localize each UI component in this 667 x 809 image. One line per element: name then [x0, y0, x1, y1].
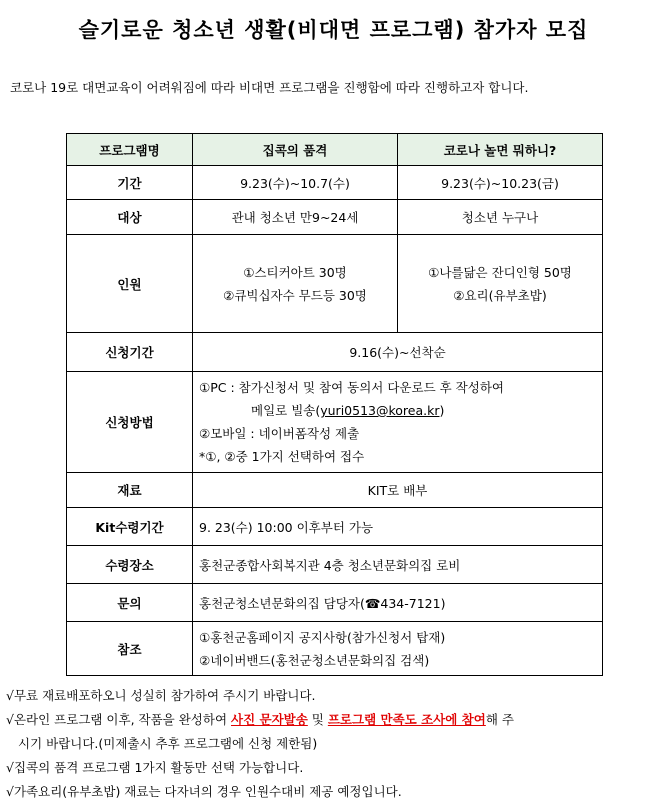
notes-section	[6, 684, 662, 804]
note-submission-text: √온라인 프로그램 이후, 작품을 완성하여	[6, 712, 232, 727]
note-submission-end: 해 주	[485, 712, 514, 727]
reference-item: ①홍천군홈페이지 공지사항(참가신청서 탑재)	[199, 629, 446, 645]
reference-label: 참조	[67, 622, 193, 676]
period-program-1: 9.23(수)~10.7(수)	[193, 166, 398, 200]
note-one-activity: √집콕의 품격 프로그램 1가지 활동만 선택 가능합니다.	[6, 760, 304, 775]
table-row-kit-period	[67, 508, 603, 546]
note-submission-and: 및	[307, 712, 328, 727]
table-row-target	[67, 200, 603, 235]
personnel-program-2	[398, 235, 603, 333]
table-row-apply-period	[67, 333, 603, 372]
material-value: KIT로 배부	[193, 473, 603, 508]
email-suffix: )	[439, 403, 445, 418]
apply-period-label: 신청기간	[67, 333, 193, 372]
email-prefix: 메일로 빌송(	[251, 403, 321, 418]
table-row-apply-method	[67, 372, 603, 473]
email-link[interactable]: yuri0513@korea.kr	[320, 403, 440, 418]
personnel-label: 인원	[67, 235, 193, 333]
target-program-1: 관내 청소년 만9~24세	[193, 200, 398, 235]
intro-text: 코로나 19로 대면교육이 어려워짐에 따라 비대면 프로그램을 진행함에 따라 진행하고자 합니다.	[10, 80, 529, 95]
personnel-item: ②큐빅십자수 무드등 30명	[223, 287, 367, 303]
highlight-photo-sms: 사진 문자발송	[231, 712, 308, 727]
header-label: 프로그램명	[67, 134, 193, 166]
table-row-material	[67, 473, 603, 508]
personnel-item: ①나를닮은 잔디인형 50명	[428, 264, 572, 280]
reference-value	[193, 622, 603, 676]
personnel-item: ②요리(유부초밥)	[453, 287, 547, 303]
table-row-reference	[67, 622, 603, 676]
table-row-header	[67, 134, 603, 166]
page-title: 슬기로운 청소년 생활(비대면 프로그램) 참가자 모집	[78, 18, 589, 42]
inquiry-label: 문의	[67, 584, 193, 622]
table-row-pickup-place	[67, 546, 603, 584]
header-program-1: 집콕의 품격	[193, 134, 398, 166]
period-program-2: 9.23(수)~10.23(금)	[398, 166, 603, 200]
note-submission-continued: 시기 바랍니다.(미제출시 추후 프로그램에 신청 제한됨)	[18, 736, 318, 751]
table-row-inquiry	[67, 584, 603, 622]
header-program-2: 코로나 놀면 뭐하니?	[398, 134, 603, 166]
apply-method-pc: ①PC : 참가신청서 및 참여 동의서 다운로드 후 작성하여	[199, 380, 504, 395]
note-family-cooking: √가족요리(유부초밥) 재료는 다자녀의 경우 인원수대비 제공 예정입니다.	[6, 784, 402, 799]
program-table	[66, 133, 603, 676]
reference-item: ②네이버밴드(홍천군청소년문화의집 검색)	[199, 652, 430, 668]
highlight-survey: 프로그램 만족도 조사에 참여	[327, 712, 486, 727]
period-label: 기간	[67, 166, 193, 200]
apply-method-value	[193, 372, 603, 473]
table-row-personnel	[67, 235, 603, 333]
kit-period-value: 9. 23(수) 10:00 이후부터 가능	[193, 508, 603, 546]
note-submission	[6, 708, 662, 756]
note-free-material: √무료 재료배포하오니 성실히 참가하여 주시기 바랍니다.	[6, 688, 316, 703]
material-label: 재료	[67, 473, 193, 508]
apply-method-note: *①, ②중 1가지 선택하여 접수	[199, 449, 365, 464]
kit-period-label: Kit수령기간	[67, 508, 193, 546]
personnel-program-1	[193, 235, 398, 333]
apply-method-mobile: ②모바일 : 네이버폼작성 제출	[199, 426, 360, 441]
inquiry-value: 홍천군청소년문화의집 담당자(☎434-7121)	[193, 584, 603, 622]
apply-method-label: 신청방법	[67, 372, 193, 473]
personnel-item: ①스티커아트 30명	[243, 264, 347, 280]
apply-period-value: 9.16(수)~선착순	[193, 333, 603, 372]
table-row-period	[67, 166, 603, 200]
target-program-2: 청소년 누구나	[398, 200, 603, 235]
pickup-place-label: 수령장소	[67, 546, 193, 584]
pickup-place-value: 홍천군종합사회복지관 4층 청소년문화의집 로비	[193, 546, 603, 584]
target-label: 대상	[67, 200, 193, 235]
apply-method-email-line	[199, 399, 596, 422]
